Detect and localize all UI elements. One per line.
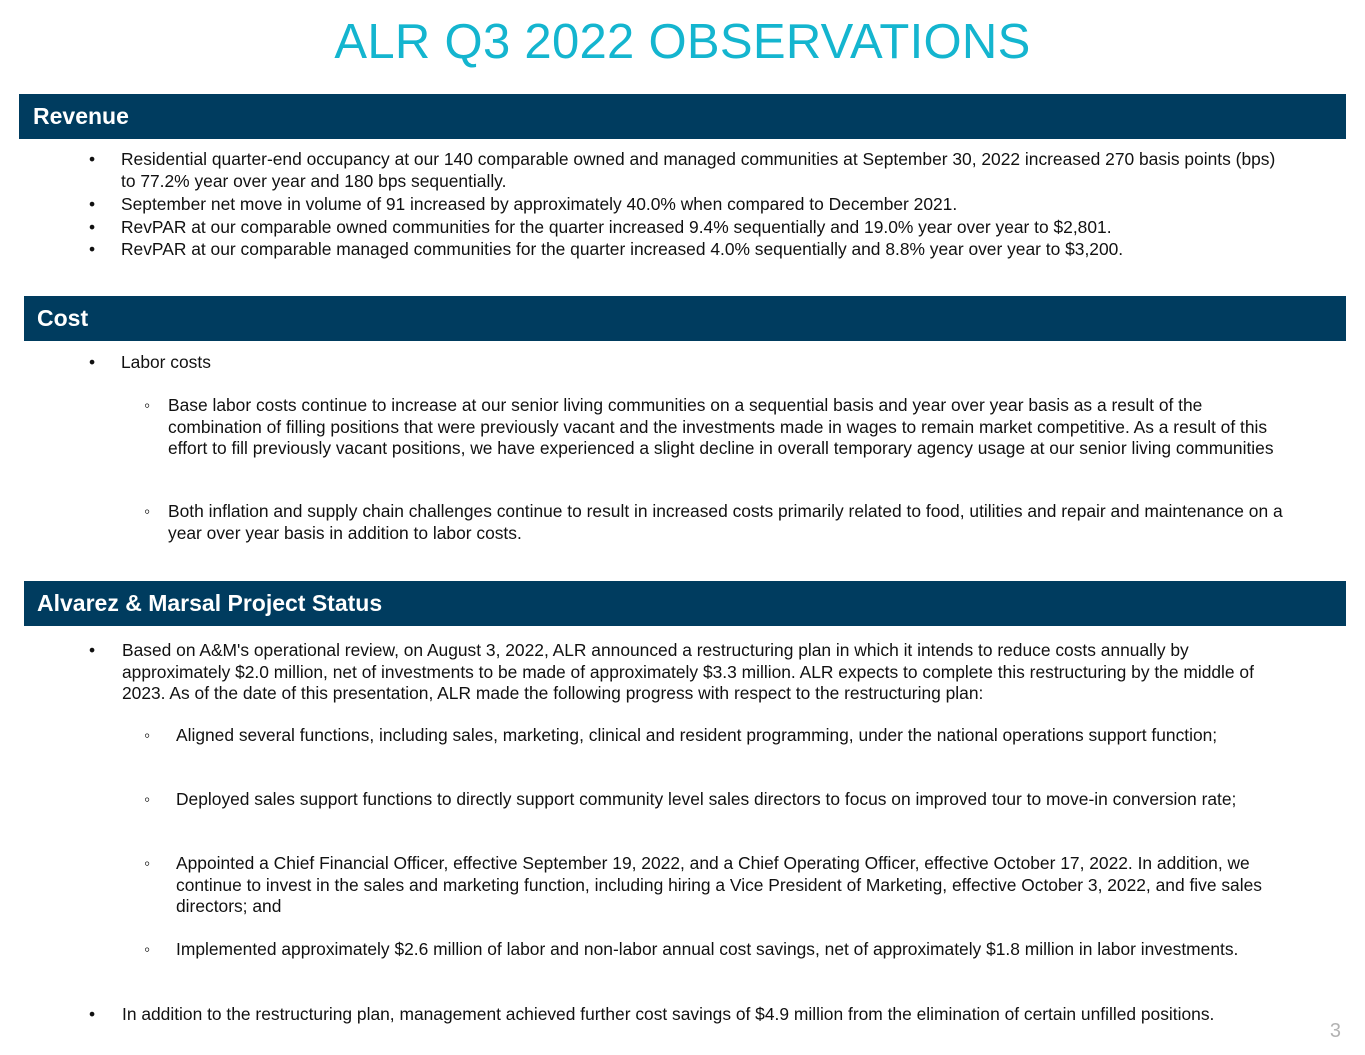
- bullet-marker: •: [89, 1004, 96, 1024]
- subbullet-marker: ◦: [144, 853, 151, 873]
- list-item-text: Residential quarter-end occupancy at our 140 comparable owned and managed communities at September 30, 2022 increased 270 basis points (bps) to 77.2% year over year and 180 bps sequentially.: [121, 149, 1276, 191]
- cost-heading: Cost: [37, 305, 89, 331]
- bullet-marker: •: [89, 149, 96, 169]
- list-item: [89, 352, 1289, 374]
- list-item: [89, 217, 1289, 239]
- list-item-text: Labor costs: [121, 352, 211, 372]
- revenue-header: [19, 94, 1346, 139]
- list-item-text: September net move in volume of 91 increased by approximately 40.0% when compared to December 2021.: [121, 194, 958, 214]
- bullet-marker: •: [89, 640, 96, 660]
- sub-list-item-text: Deployed sales support functions to directly support community level sales directors to focus on improved tour to move-in conversion rate;: [176, 789, 1237, 809]
- am-header: [24, 581, 1346, 626]
- list-item-text: RevPAR at our comparable managed communities for the quarter increased 4.0% sequentially and 8.8% year over year to $3,200.: [121, 239, 1124, 259]
- list-item-text: Based on A&M's operational review, on August 3, 2022, ALR announced a restructuring plan in which it intends to reduce costs annually by approximately $2.0 million, net of investments to be made of approximately $3.3 million. ALR expects to complete this restructuring by the middle of 2023. As of the date of this presentation, ALR made the following progress with respect to the restructuring plan:: [122, 640, 1254, 703]
- sub-list-item-text: Aligned several functions, including sales, marketing, clinical and resident programming, under the national operations support function;: [176, 725, 1218, 745]
- subbullet-marker: ◦: [144, 395, 151, 415]
- list-item: [89, 640, 1289, 705]
- sub-list-item: [144, 725, 1294, 747]
- sub-list-item: [144, 853, 1294, 918]
- subbullet-marker: ◦: [144, 939, 151, 959]
- bullet-marker: •: [89, 352, 96, 372]
- sub-list-item-text: Both inflation and supply chain challenges continue to result in increased costs primarily related to food, utilities and repair and maintenance on a year over year basis in addition to labor costs.: [168, 501, 1283, 543]
- cost-header: [24, 296, 1346, 341]
- subbullet-marker: ◦: [144, 789, 151, 809]
- sub-list-item-text: Implemented approximately $2.6 million of labor and non-labor annual cost savings, net of approximately $1.8 million in labor investments.: [176, 939, 1239, 959]
- sub-list-item: [144, 395, 1296, 460]
- bullet-marker: •: [89, 217, 96, 237]
- sub-list-item: [144, 501, 1296, 544]
- subbullet-marker: ◦: [144, 501, 151, 521]
- sub-list-item-text: Appointed a Chief Financial Officer, effective September 19, 2022, and a Chief Operating Officer, effective October 17, 2022. In addition, we continue to invest in the sales and marketing function, including hiring a Vice President of Marketing, effective October 3, 2022, and five sales directors; and: [176, 853, 1262, 916]
- list-item: [89, 194, 1289, 216]
- sub-list-item-text: Base labor costs continue to increase at our senior living communities on a sequential basis and year over year basis as a result of the combination of filling positions that were previously vacant and the investments made in wages to remain market competitive. As a result of this effort to fill previously vacant positions, we have experienced a slight decline in overall temporary agency usage at our senior living communities: [168, 395, 1274, 458]
- bullet-marker: •: [89, 194, 96, 214]
- page-title: ALR Q3 2022 OBSERVATIONS: [334, 15, 1031, 69]
- page-number: 3: [1329, 1020, 1341, 1042]
- list-item-text: RevPAR at our comparable owned communities for the quarter increased 9.4% sequentially and 19.0% year over year to $2,801.: [121, 217, 1112, 237]
- subbullet-marker: ◦: [144, 725, 151, 745]
- am-heading: Alvarez & Marsal Project Status: [37, 590, 383, 616]
- list-item: [89, 1004, 1239, 1026]
- bullet-marker: •: [89, 239, 96, 259]
- list-item: [89, 239, 1289, 261]
- sub-list-item: [144, 789, 1294, 811]
- list-item: [89, 149, 1289, 192]
- list-item-text: In addition to the restructuring plan, management achieved further cost savings of $4.9 million from the elimination of certain unfilled positions.: [122, 1004, 1215, 1024]
- revenue-heading: Revenue: [33, 103, 129, 129]
- sub-list-item: [144, 939, 1294, 961]
